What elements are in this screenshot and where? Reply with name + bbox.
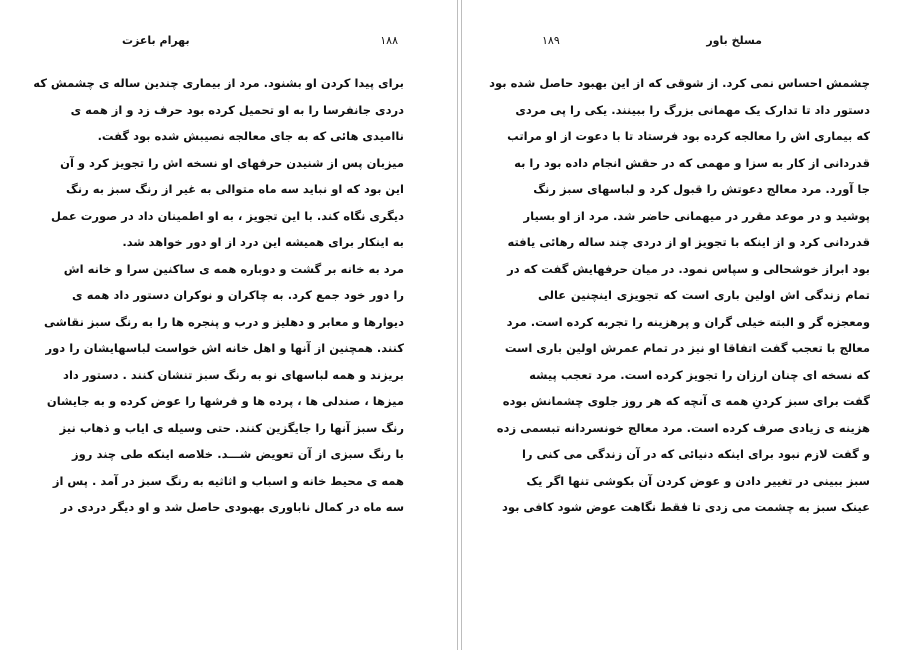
text-line: ومعجزه گر و البته خیلی گران و پرهزینه را تجربه کرده است. مرد [506, 314, 870, 329]
gutter-shadow-left [457, 0, 458, 650]
text-line: دیوارها و معابر و دهلیز و درب و پنجره ها را به رنگ سبز نقاشی [44, 314, 404, 329]
text-line: سه ماه در کمال ناباوری بهبودی حاصل شد و او دیگر دردی در [60, 500, 404, 514]
text-line: و گفت لازم نبود برای اینکه دنیائی که در آن زندگی می کنی را [521, 447, 870, 461]
text-line: سبز ببینی در تغییر دادن و عوض کردن آن بکوشی تنها اگر یک [526, 473, 870, 488]
right-page [489, 0, 902, 650]
text-line: قدردانی از کار به سزا و مهمی که در حقش انجام داده بود را به [514, 155, 870, 170]
text-line: گفت برای سبز کردنِ همه ی آنچه که هر روز جلوی چشمانش بوده [502, 394, 870, 408]
text-line: دیگری نگاه کند. با این تجویز ، به او اطمینان داد در صورت عمل [50, 208, 404, 223]
text-line: چشمش احساس نمی کرد. از شوقی که از این بهبود حاصل شده بود [489, 76, 870, 90]
left-page-body [33, 70, 404, 521]
right-running-title: مسلخ باور [706, 34, 762, 47]
text-line: قدردانی کرد و از اینکه با تجویز او از دردی چند ساله رهائی یافته [507, 235, 870, 249]
text-line: که نسخه ای چنان ارزان را تجویز کرده است. مرد تعجب پیشه [529, 367, 870, 382]
text-line: دردی جانفرسا را به او تحمیل کرده بود حرف زد و از همه ی [70, 102, 404, 117]
text-line: تمام زندگی اش اولین باری است که تجویزی اینچنین عالی [538, 288, 870, 302]
text-line: جا آورد. مرد معالج دعوتش را قبول کرد و لباسهای سبز رنگ [533, 182, 870, 196]
text-line: هزینه ی زیادی صرف کرده است. مرد معالج خونسردانه تبسمی زده [496, 420, 870, 435]
text-line: کنند. همچنین از آنها و اهل خانه اش خواست لباسهایشان را دور [45, 341, 404, 355]
right-page-number: ۱۸۹ [542, 34, 560, 47]
gutter-shadow-right [461, 0, 462, 650]
text-line: بود ابراز خوشحالی و سپاس نمود. در میان حرفهایش گفت که در [507, 261, 870, 276]
text-line: همه ی محیط خانه و اسباب و اثاثیه به رنگ سبز در آمد . پس از [52, 473, 404, 488]
text-line: عینک سبز به چشمت می زدی تا فقط نگاهت عوض شود کافی بود [502, 500, 870, 514]
text-line: رنگ سبز آنها را جایگزین کنند. حتی وسیله ی ایاب و ذهاب نیز [59, 420, 404, 435]
text-line: برای پیدا کردن او بشنود. مرد از بیماری چندین ساله ی چشمش که [33, 76, 404, 90]
left-page-number: ۱۸۸ [380, 34, 398, 47]
text-line: میزها ، صندلی ها ، پرده ها و فرشها را عوض کرده و به جایشان [46, 394, 404, 408]
text-line: دستور داد تا تدارک یک مهمانی بزرگ را ببینند. یکی را پی مردی [515, 102, 870, 117]
text-line: را دور خود جمع کرد. به چاکران و نوکران دستور داد همه ی [72, 288, 404, 302]
text-line: میزبان پس از شنیدن حرفهای او نسخه اش را تجویز کرد و آن [60, 155, 404, 170]
text-line: مرد به خانه بر گشت و دوباره همه ی ساکنین سرا و خانه اش [63, 261, 404, 276]
left-page-header [40, 34, 440, 54]
left-running-title: بهرام باعزت [122, 34, 190, 47]
text-line: معالج با تعجب گفت اتفاقا او نیز در تمام عمرش اولین باری است [504, 341, 870, 355]
right-page-body [489, 70, 870, 521]
text-line: پوشید و در موعد مقرر در میهمانی حاضر شد. مرد از او بسیار [523, 208, 870, 223]
left-page [33, 0, 440, 650]
text-line: با رنگ سبزی از آن تعویض شـــد. خلاصه اینکه طی چند روز [72, 447, 404, 461]
text-line: به اینکار برای همیشه این درد از او دور خواهد شد. [122, 235, 404, 249]
text-line: این بود که او نباید سه ماه متوالی به غیر از رنگ سبز به رنگ [66, 182, 404, 196]
text-line: که بیماری اش را معالجه کرده بود فرستاد تا با دعوت از او مراتب [507, 129, 870, 143]
text-line: ناامیدی هائی که به جای معالجه نصیبش شده بود گفت. [97, 129, 404, 143]
right-page-header [502, 34, 902, 54]
text-line: بریزند و همه لباسهای نو به رنگ سبز تنشان کنند . دستور داد [63, 367, 404, 382]
